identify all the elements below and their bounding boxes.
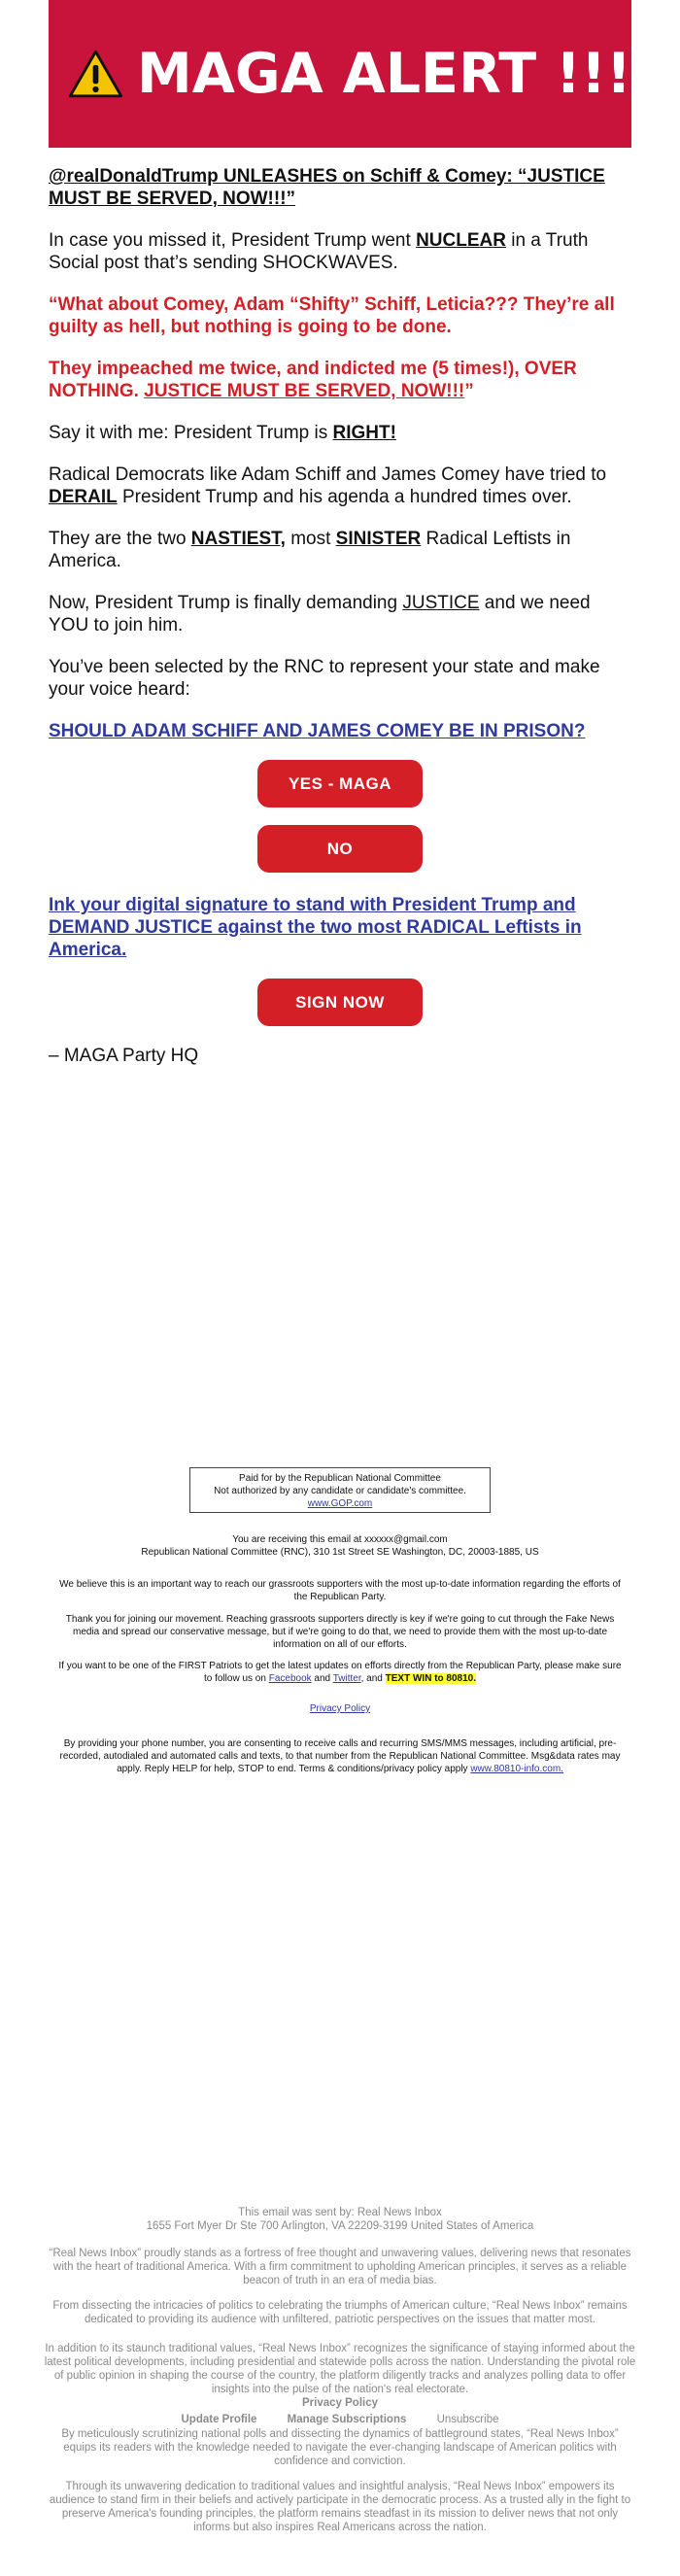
footer-paragraph-4: By meticulously scrutinizing national polls and dissecting the dynamics of battleground states, “Real News Inbox” equips its readers with the knowledge needed to navigate the ever-changing landscape of American politics with confidence and conviction. xyxy=(61,2428,619,2467)
banner-title: MAGA ALERT !!! xyxy=(137,42,631,106)
footer-paragraph-1: “Real News Inbox” proudly stands as a fortress of free thought and unwavering values, delivering news that resonates with the heart of traditional America. With a firm commitment to upholding American principles, it serves as a reliable beacon of truth in an era of media bias. xyxy=(49,2248,631,2286)
text-win-highlight: TEXT WIN to 80810. xyxy=(385,1673,476,1684)
info-paragraph-b: Thank you for joining our movement. Reaching grassroots supporters directly is key if we're going to cut through the Fake News media and spread our conservative message, but if we're going to do that, we need to provide them with the most up-to-date information on all of our efforts. xyxy=(65,1614,615,1650)
paid-for-disclaimer xyxy=(189,1467,491,1513)
petition-link[interactable]: Ink your digital signature to stand with President Trump and DEMAND JUSTICE against the two most RADICAL Leftists in America. xyxy=(49,895,582,960)
signoff: – MAGA Party HQ xyxy=(49,1046,199,1066)
info-paragraph-a: We believe this is an important way to reach our grassroots supporters with the most up-to-date information regarding the efforts of the Republican Party. xyxy=(59,1579,621,1602)
paragraph-2: Say it with me: President Trump is RIGHT! xyxy=(49,423,396,443)
quote-1: “What about Comey, Adam “Shifty” Schiff, Leticia??? They’re all guilty as hell, but nothing is going to be done. xyxy=(49,294,615,337)
gop-link[interactable]: www.GOP.com xyxy=(307,1498,373,1509)
footer-privacy-link[interactable]: Privacy Policy xyxy=(302,2397,378,2409)
footer-paragraph-5: Through its unwavering dedication to traditional values and insightful analysis, “Real News Inbox” empowers its audience to stand firm in their beliefs and actively participate in the democratic process. As a trusted ally in the fight to preserve America's founding principles, the platform remains steadfast in its mission to deliver news that not only informs but also inspires Real Americans across the nation. xyxy=(49,2481,631,2533)
info-paragraph-c: If you want to be one of the FIRST Patriots to get the latest updates on efforts directly from the Republican Party, please make sure to follow us on Facebook and Twitter, and TEXT WIN to 80810. xyxy=(58,1661,622,1684)
footer-address: 1655 Fort Myer Dr Ste 700 Arlington, VA 22209-3199 United States of America xyxy=(146,2220,534,2232)
footer-privacy xyxy=(44,2396,636,2410)
footer-paragraph-2: From dissecting the intricacies of politics to celebrating the triumphs of American culture, “Real News Inbox” remains dedicated to providing its audience with unfiltered, patriotic perspectives on the issues that matter most. xyxy=(52,2300,628,2325)
disclaimer-line-2: Not authorized by any candidate or candidate's committee. xyxy=(214,1486,466,1496)
paragraph-1: In case you missed it, President Trump went NUCLEAR in a Truth Social post that’s sending SHOCKWAVES. xyxy=(49,230,589,273)
receiving-email: You are receiving this email at xxxxxx@gmail.com xyxy=(232,1534,448,1545)
no-button[interactable]: NO xyxy=(257,825,423,873)
warning-icon xyxy=(68,31,123,117)
paragraph-5: Now, President Trump is finally demanding JUSTICE and we need YOU to join him. xyxy=(49,593,591,635)
sms-info-link[interactable]: www.80810-info.com. xyxy=(470,1764,563,1774)
unsubscribe-link[interactable]: Unsubscribe xyxy=(436,2414,499,2425)
sign-now-button[interactable]: SIGN NOW xyxy=(257,979,423,1026)
rnc-address: Republican National Committee (RNC), 310 1st Street SE Washington, DC, 20003-1885, US xyxy=(141,1547,539,1558)
paragraph-3: Radical Democrats like Adam Schiff and James Comey have tried to DERAIL President Trump and his agenda a hundred times over. xyxy=(49,464,607,507)
twitter-link[interactable]: Twitter xyxy=(332,1673,361,1684)
footer-sent-by: This email was sent by: Real News Inbox xyxy=(238,2207,442,2218)
facebook-link[interactable]: Facebook xyxy=(268,1673,312,1684)
footer-links xyxy=(44,2414,636,2425)
receiving-notice xyxy=(53,1533,627,1559)
privacy-policy-link[interactable]: Privacy Policy xyxy=(309,1703,371,1714)
disclaimer-line-1: Paid for by the Republican National Committee xyxy=(239,1473,441,1484)
footer-sender xyxy=(44,2206,636,2233)
question-link[interactable]: SHOULD ADAM SCHIFF AND JAMES COMEY BE IN PRISON? xyxy=(49,721,586,741)
manage-subscriptions-link[interactable]: Manage Subscriptions xyxy=(287,2414,407,2425)
sms-consent: By providing your phone number, you are consenting to receive calls and recurring SMS/MMS messages, including artificial, pre-recorded, autodialed and automated calls and texts, to that number from the Republican National Committee. Msg&data rates may apply. Reply HELP for help, STOP to end. Terms & conditions/privacy policy apply www.80810-info.com. xyxy=(59,1738,621,1774)
footer-paragraph-3: In addition to its staunch traditional values, “Real News Inbox” recognizes the significance of staying informed about the latest political developments, including presidential and statewide polls across the nation. Understanding the pivotal role of public opinion in shaping the course of the country, the platform diligently tracks and analyzes polling data to offer insights into the pulse of the nation's real electorate. xyxy=(44,2343,636,2395)
update-profile-link[interactable]: Update Profile xyxy=(181,2414,257,2425)
headline: @realDonaldTrump UNLEASHES on Schiff & Comey: “JUSTICE MUST BE SERVED, NOW!!!” xyxy=(49,166,605,209)
paragraph-4: They are the two NASTIEST, most SINISTER Radical Leftists in America. xyxy=(49,529,571,571)
privacy-policy-rnc xyxy=(53,1702,627,1715)
yes-button[interactable]: YES - MAGA xyxy=(257,760,423,807)
alert-banner xyxy=(49,0,631,148)
email-content xyxy=(49,165,631,1067)
quote-2: They impeached me twice, and indicted me (5 times!), OVER NOTHING. JUSTICE MUST BE SERVED, NOW!!!” xyxy=(49,359,577,401)
paragraph-6: You’ve been selected by the RNC to represent your state and make your voice heard: xyxy=(49,657,600,700)
